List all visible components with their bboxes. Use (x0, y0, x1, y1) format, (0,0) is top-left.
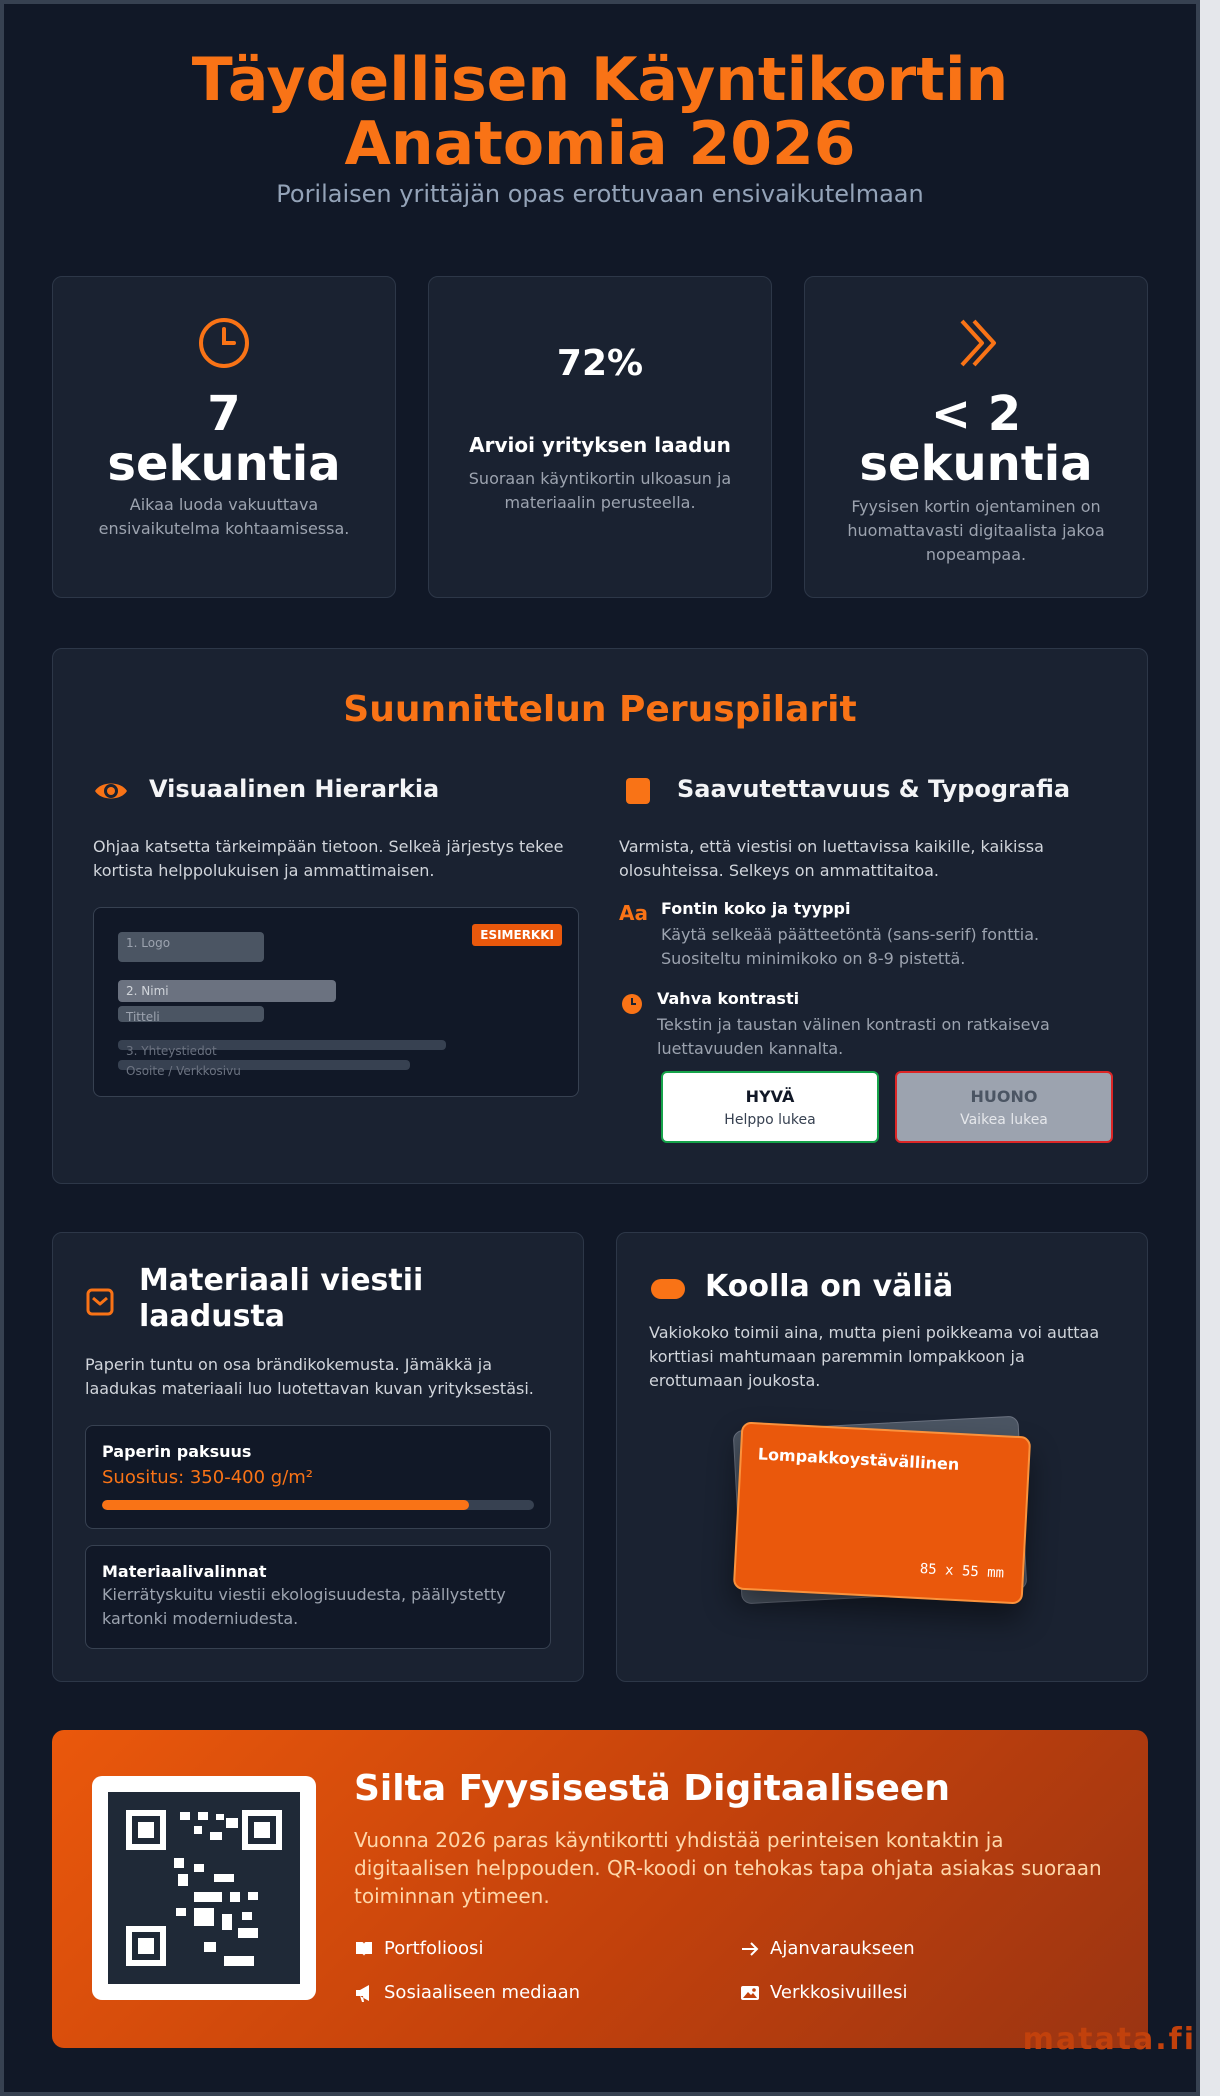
stat-card-percent (428, 276, 772, 598)
stat-card-seconds (52, 276, 396, 598)
book-icon (354, 1939, 374, 1959)
wire-label-contact: 3. Yhteystiedot (126, 1044, 217, 1058)
stat-value: < 2 sekuntia (859, 386, 1093, 492)
stat-value: 7 sekuntia (107, 386, 341, 492)
contrast-text: Tekstin ja taustan välinen kontrasti on ratkaiseva luettavuuden kannalta. (657, 1015, 1050, 1058)
stat-card-handover (804, 276, 1148, 598)
material-text: Paperin tuntu on osa brändikokemusta. Jämäkkä ja laadukas materiaali luo luotettavan kuvan yrityksestäsi. (85, 1355, 534, 1398)
wire-label-logo: 1. Logo (126, 936, 171, 950)
link-booking[interactable]: Ajanvaraukseen (740, 1938, 915, 1959)
stat-heading: Arvioi yrityksen laadun (469, 433, 731, 457)
thickness-bar (102, 1500, 534, 1510)
card-dimensions: 85 x 55 mm (919, 1561, 1005, 1582)
page-title: Täydellisen Käyntikortin Anatomia 2026 (191, 45, 1009, 179)
contrast-heading: Vahva kontrasti (657, 989, 800, 1008)
hierarchy-heading: Visuaalinen Hierarkia (149, 775, 440, 803)
link-website[interactable]: Verkkosivuillesi (740, 1982, 908, 2003)
cta-text: Vuonna 2026 paras käyntikortti yhdistää perinteisen kontaktin ja digitaalisen helppouden. QR-koodi on tehokas tapa ohjata asiakas suoraan toiminnan ytimeen. (354, 1828, 1102, 1908)
card-label: Lompakkoystävällinen (757, 1444, 960, 1474)
contrast-bad-example: HUONO Vaikea lukea (895, 1071, 1113, 1143)
accessibility-text: Varmista, että viestisi on luettavissa kaikille, kaikissa olosuhteissa. Selkeys on ammattitaitoa. (619, 837, 1044, 880)
arrow-right-icon (740, 1939, 760, 1959)
size-text: Vakiokoko toimii aina, mutta pieni poikkeama voi auttaa korttiasi mahtumaan paremmin lompakkoon ja erottumaan joukosta. (649, 1323, 1100, 1390)
thickness-value: Suositus: 350-400 g/m² (102, 1467, 314, 1488)
hierarchy-example (93, 907, 579, 1097)
stat-description: Fyysisen kortin ojentaminen on huomattavasti digitaalista jakoa nopeampaa. (847, 497, 1105, 564)
stat-description: Suoraan käyntikortin ulkoasun ja materiaalin perusteella. (468, 469, 732, 512)
stat-description: Aikaa luoda vakuuttava ensivaikutelma kohtaamisessa. (98, 495, 350, 538)
wire-label-address: Osoite / Verkkosivu (126, 1064, 241, 1078)
square-icon (619, 773, 655, 809)
font-aa-icon: Aa (619, 901, 648, 925)
link-social[interactable]: Sosiaaliseen mediaan (354, 1982, 580, 2003)
font-text: Käytä selkeää päätteetöntä (sans-serif) fonttia. Suositeltu minimikoko on 8-9 pistettä. (661, 925, 1040, 968)
cta-heading: Silta Fyysisestä Digitaaliseen (354, 1768, 950, 1809)
eye-icon (93, 773, 129, 809)
hierarchy-text: Ohjaa katsetta tärkeimpään tietoon. Selkeä järjestys tekee kortista helppolukuisen ja ammattimaisen. (93, 837, 564, 880)
stat-value: 72% (556, 343, 644, 384)
clock-icon (196, 315, 252, 371)
contrast-good-example: HYVÄ Helppo lukea (661, 1071, 879, 1143)
thickness-bar-fill (102, 1500, 469, 1510)
mail-icon (85, 1287, 115, 1317)
material-options-box: Materiaalivalinnat Kierrätyskuitu viestii ekologisuudesta, päällystetty kartonki moderniudesta. (85, 1545, 551, 1649)
font-heading: Fontin koko ja tyyppi (661, 899, 851, 918)
qr-code-graphic (108, 1792, 300, 1984)
material-heading: Materiaali viestii laadusta (139, 1263, 424, 1334)
qr-code[interactable] (92, 1776, 316, 2000)
design-pillars-section (52, 648, 1148, 1184)
business-card-illustration (733, 1422, 1031, 1605)
link-portfolio[interactable]: Portfolioosi (354, 1938, 483, 1959)
section-title: Suunnittelun Peruspilarit (343, 689, 857, 730)
page-header (4, 45, 1196, 208)
contrast-icon (621, 993, 643, 1019)
megaphone-icon (354, 1983, 374, 2003)
material-section (52, 1232, 584, 1682)
size-heading: Koolla on väliä (705, 1269, 954, 1304)
digital-bridge-section (52, 1730, 1148, 2048)
pill-icon (651, 1279, 685, 1299)
wire-label-name: 2. Nimi (126, 984, 169, 998)
example-badge: ESIMERKKI (472, 924, 562, 946)
brand-watermark: matata.fi (1022, 2022, 1196, 2057)
image-icon (740, 1983, 760, 2003)
scrollbar-track[interactable] (1200, 0, 1220, 2096)
paper-thickness-box: Paperin paksuus Suositus: 350-400 g/m² (85, 1425, 551, 1529)
page-subtitle: Porilaisen yrittäjän opas erottuvaan ensivaikutelmaan (276, 180, 924, 208)
accessibility-heading: Saavutettavuus & Typografia (677, 775, 1071, 803)
wire-label-title: Titteli (126, 1010, 160, 1024)
double-chevron-right-icon (948, 315, 1004, 371)
size-section (616, 1232, 1148, 1682)
